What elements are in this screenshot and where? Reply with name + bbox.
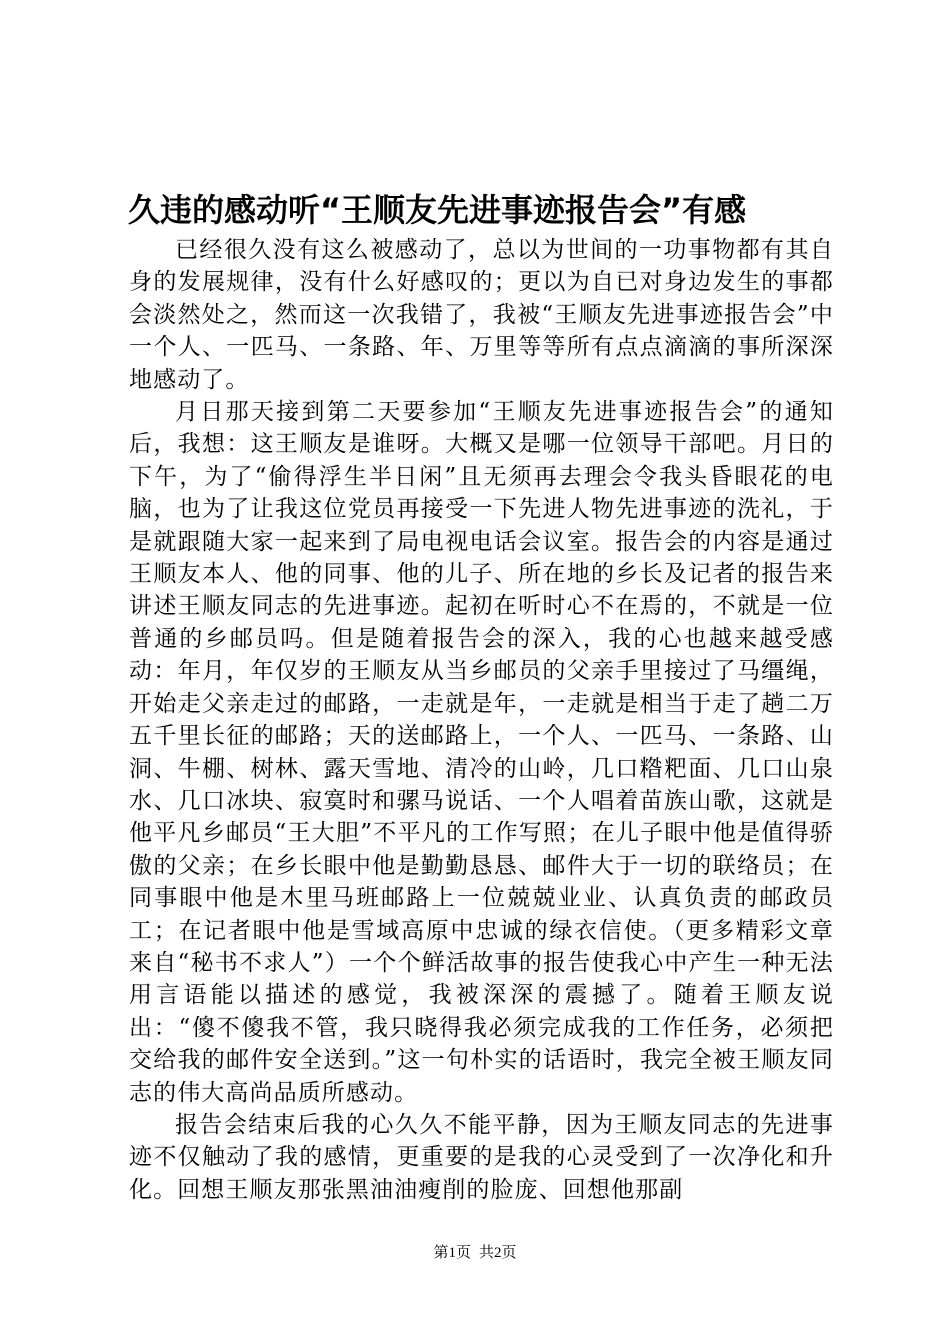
paragraph: 报告会结束后我的心久久不能平静，因为王顺友同志的先进事迹不仅触动了我的感情，更重要的是我的心灵受到了一次净化和升化。回想王顺友那张黑油油瘦削的脸庞、回想他那副 — [129, 1111, 834, 1203]
paragraph: 已经很久没有这么被感动了，总以为世间的一功事物都有其自身的发展规律，没有什么好感叹的；更以为自已对身边发生的事都会淡然处之，然而这一次我错了，我被“王顺友先进事迹报告会”中一个人、一匹马、一条路、年、万里等等所有点点滴滴的事所深深地感动了。 — [129, 237, 834, 393]
document-body — [129, 234, 834, 1206]
page-total: 共2页 — [479, 1245, 517, 1261]
paragraph: 月日那天接到第二天要参加“王顺友先进事迹报告会”的通知后，我想：这王顺友是谁呀。大概又是哪一位领导干部吧。月日的下午，为了“偷得浮生半日闲”且无须再去理会令我头昏眼花的电脑，也为了让我这位党员再接受一下先进人物先进事迹的洗礼，于是就跟随大家一起来到了局电视电话会议室。报告会的内容是通过王顺友本人、他的同事、他的儿子、所在地的乡长及记者的报告来讲述王顺友同志的先进事迹。起初在听时心不在焉的，不就是一位普通的乡邮员吗。但是随着报告会的深入，我的心也越来越受感动：年月，年仅岁的王顺友从当乡邮员的父亲手里接过了马缰绳，开始走父亲走过的邮路，一走就是年，一走就是相当于走了趟二万五千里长征的邮路；天的送邮路上，一个人、一匹马、一条路、山洞、牛棚、树林、露天雪地、清冷的山岭，几口糌粑面、几口山泉水、几口冰块、寂寞时和骡马说话、一个人唱着苗族山歌，这就是他平凡乡邮员“王大胆”不平凡的工作写照；在儿子眼中他是值得骄傲的父亲；在乡长眼中他是勤勤恳恳、邮件大于一切的联络员；在同事眼中他是木里马班邮路上一位兢兢业业、认真负责的邮政员工；在记者眼中他是雪域高原中忠诚的绿衣信使。（更多精彩文章来自“秘书不求人”）一个个鲜活故事的报告使我心中产生一种无法用言语能以描述的感觉，我被深深的震撼了。随着王顺友说出：“傻不傻我不管，我只晓得我必须完成我的工作任务，必须把交给我的邮件安全送到。”这一句朴实的话语时，我完全被王顺友同志的伟大高尚品质所感动。 — [129, 399, 834, 1106]
document-title: 久违的感动听“王顺友先进事迹报告会”有感 — [128, 191, 747, 229]
page-footer — [0, 1243, 950, 1263]
page-number: 第1页 — [433, 1245, 471, 1261]
